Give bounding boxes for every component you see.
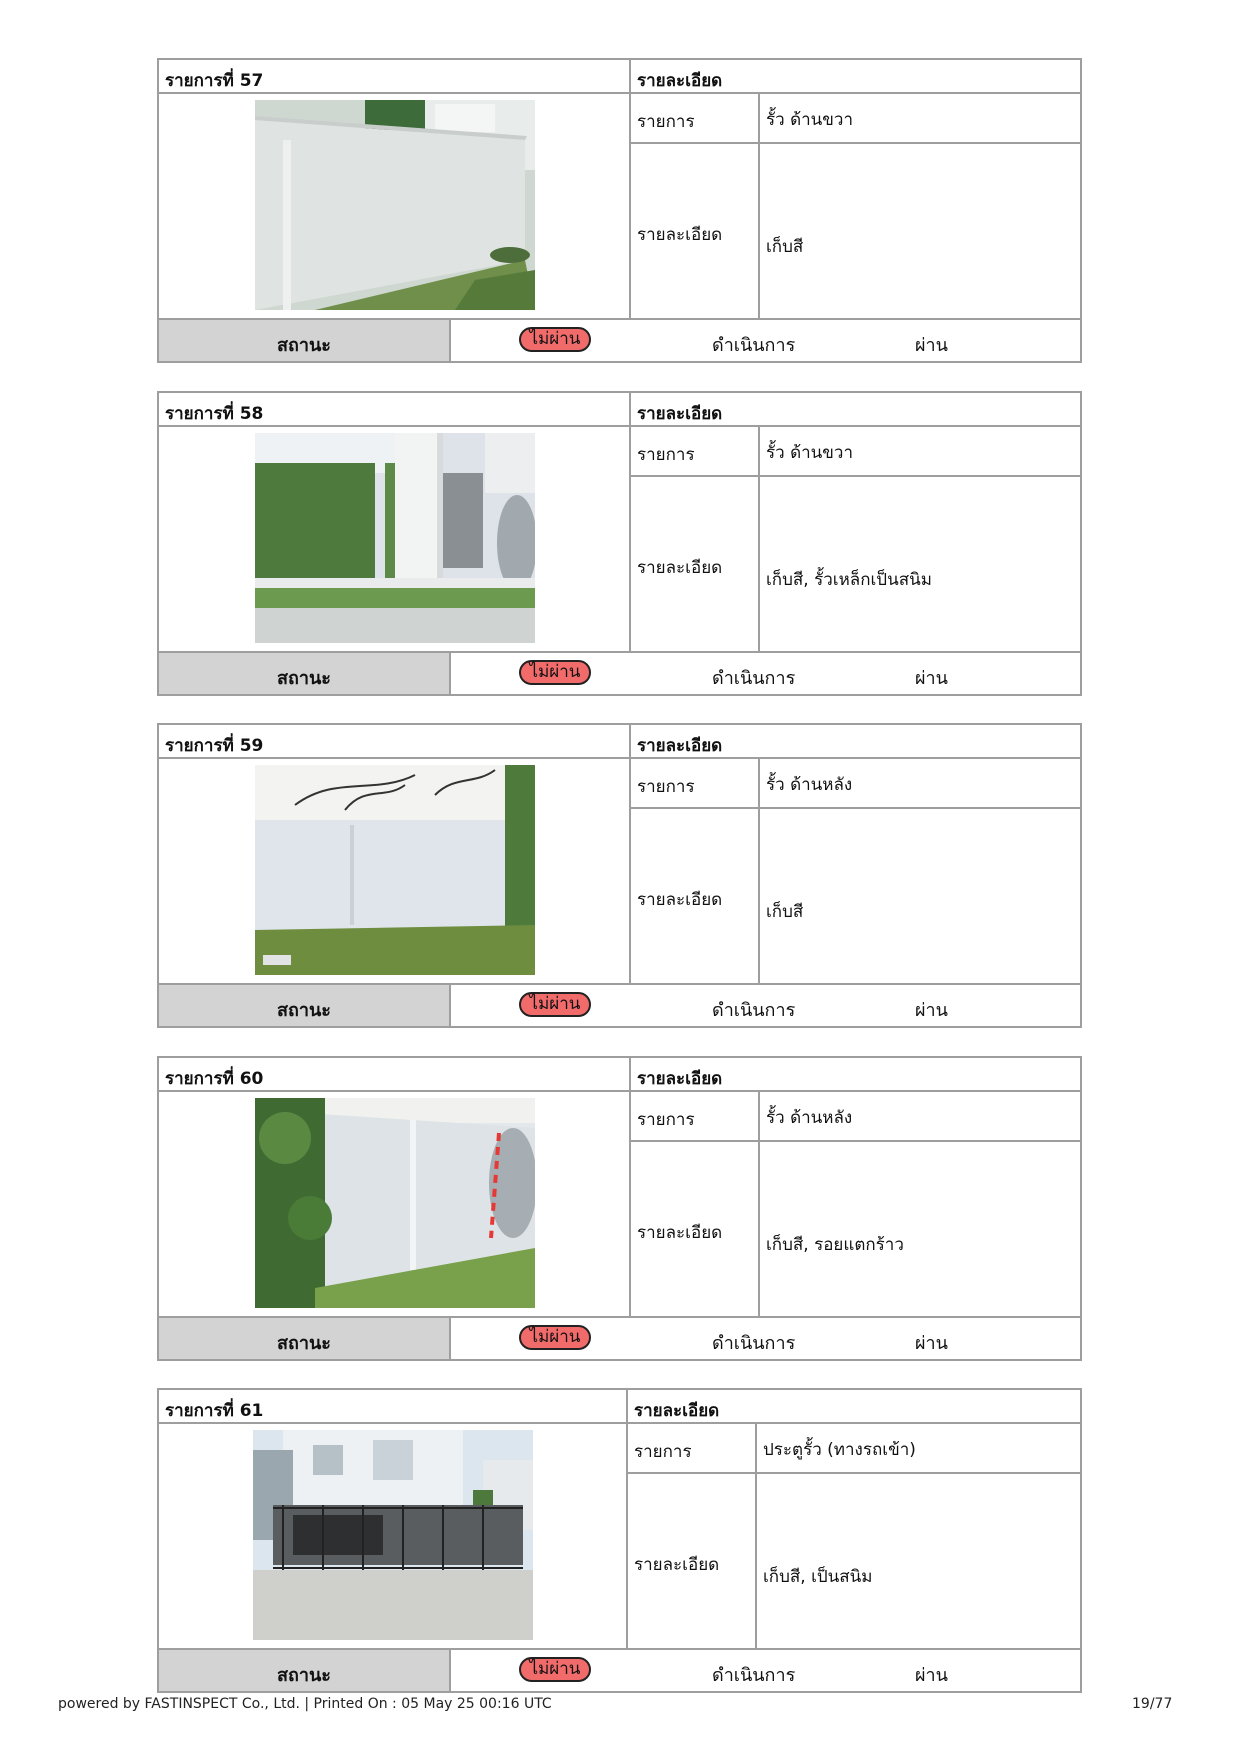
detail-label: รายละเอียด — [637, 890, 723, 910]
detail-value: เก็บสี — [766, 237, 804, 257]
status-pass-option[interactable]: ผ่าน — [915, 1333, 948, 1354]
status-fail-option[interactable]: ไม่ผ่าน — [519, 660, 591, 685]
detail-header: รายละเอียด — [637, 1069, 723, 1089]
status-row — [159, 318, 1080, 361]
status-label: สถานะ — [277, 668, 331, 689]
inspection-item-card — [157, 1056, 1082, 1361]
item-label: รายการ — [637, 777, 695, 797]
item-number: รายการที่ 58 — [165, 404, 264, 424]
inspection-item-card — [157, 1388, 1082, 1693]
inspection-item-card — [157, 391, 1082, 696]
status-row — [159, 1316, 1080, 1359]
status-pass-option[interactable]: ผ่าน — [915, 1665, 948, 1686]
item-number: รายการที่ 60 — [165, 1069, 264, 1089]
detail-value: เก็บสี, รั้วเหล็กเป็นสนิม — [766, 570, 932, 590]
inspection-item-card — [157, 723, 1082, 1028]
item-value: รั้ว ด้านขวา — [766, 443, 854, 463]
status-fail-option[interactable]: ไม่ผ่าน — [519, 992, 591, 1017]
item-label: รายการ — [637, 112, 695, 132]
item-number: รายการที่ 59 — [165, 736, 264, 756]
status-in-progress-option[interactable]: ดำเนินการ — [712, 1333, 796, 1354]
detail-header: รายละเอียด — [637, 736, 723, 756]
item-number: รายการที่ 57 — [165, 71, 264, 91]
inspection-photo[interactable] — [255, 100, 535, 310]
status-label: สถานะ — [277, 1000, 331, 1021]
item-value: รั้ว ด้านหลัง — [766, 775, 853, 795]
status-label: สถานะ — [277, 335, 331, 356]
item-value: รั้ว ด้านขวา — [766, 110, 854, 130]
detail-header: รายละเอียด — [634, 1401, 720, 1421]
detail-label: รายละเอียด — [637, 225, 723, 245]
detail-header: รายละเอียด — [637, 71, 723, 91]
detail-label: รายละเอียด — [637, 1223, 723, 1243]
inspection-photo[interactable] — [255, 765, 535, 975]
status-in-progress-option[interactable]: ดำเนินการ — [712, 1665, 796, 1686]
status-row — [159, 651, 1080, 694]
status-row — [159, 983, 1080, 1026]
inspection-item-card — [157, 58, 1082, 363]
item-label: รายการ — [637, 445, 695, 465]
status-fail-option[interactable]: ไม่ผ่าน — [519, 1325, 591, 1350]
inspection-photo[interactable] — [255, 1098, 535, 1308]
status-label: สถานะ — [277, 1665, 331, 1686]
inspection-photo[interactable] — [255, 433, 535, 643]
status-fail-option[interactable]: ไม่ผ่าน — [519, 327, 591, 352]
status-row — [159, 1648, 1080, 1691]
detail-value: เก็บสี — [766, 902, 804, 922]
item-value: ประตูรั้ว (ทางรถเข้า) — [763, 1440, 916, 1460]
page-number: 19/77 — [1132, 1696, 1173, 1712]
status-in-progress-option[interactable]: ดำเนินการ — [712, 335, 796, 356]
status-in-progress-option[interactable]: ดำเนินการ — [712, 1000, 796, 1021]
item-number: รายการที่ 61 — [165, 1401, 264, 1421]
detail-label: รายละเอียด — [637, 558, 723, 578]
status-in-progress-option[interactable]: ดำเนินการ — [712, 668, 796, 689]
detail-label: รายละเอียด — [634, 1555, 720, 1575]
item-label: รายการ — [637, 1110, 695, 1130]
item-label: รายการ — [634, 1442, 692, 1462]
detail-value: เก็บสี, รอยแตกร้าว — [766, 1235, 904, 1255]
detail-header: รายละเอียด — [637, 404, 723, 424]
item-value: รั้ว ด้านหลัง — [766, 1108, 853, 1128]
status-fail-option[interactable]: ไม่ผ่าน — [519, 1657, 591, 1682]
status-pass-option[interactable]: ผ่าน — [915, 335, 948, 356]
status-pass-option[interactable]: ผ่าน — [915, 668, 948, 689]
status-pass-option[interactable]: ผ่าน — [915, 1000, 948, 1021]
detail-value: เก็บสี, เป็นสนิม — [763, 1567, 873, 1587]
inspection-photo[interactable] — [253, 1430, 533, 1640]
footer-printed-info: powered by FASTINSPECT Co., Ltd. | Printed On : 05 May 25 00:16 UTC — [58, 1696, 552, 1712]
status-label: สถานะ — [277, 1333, 331, 1354]
